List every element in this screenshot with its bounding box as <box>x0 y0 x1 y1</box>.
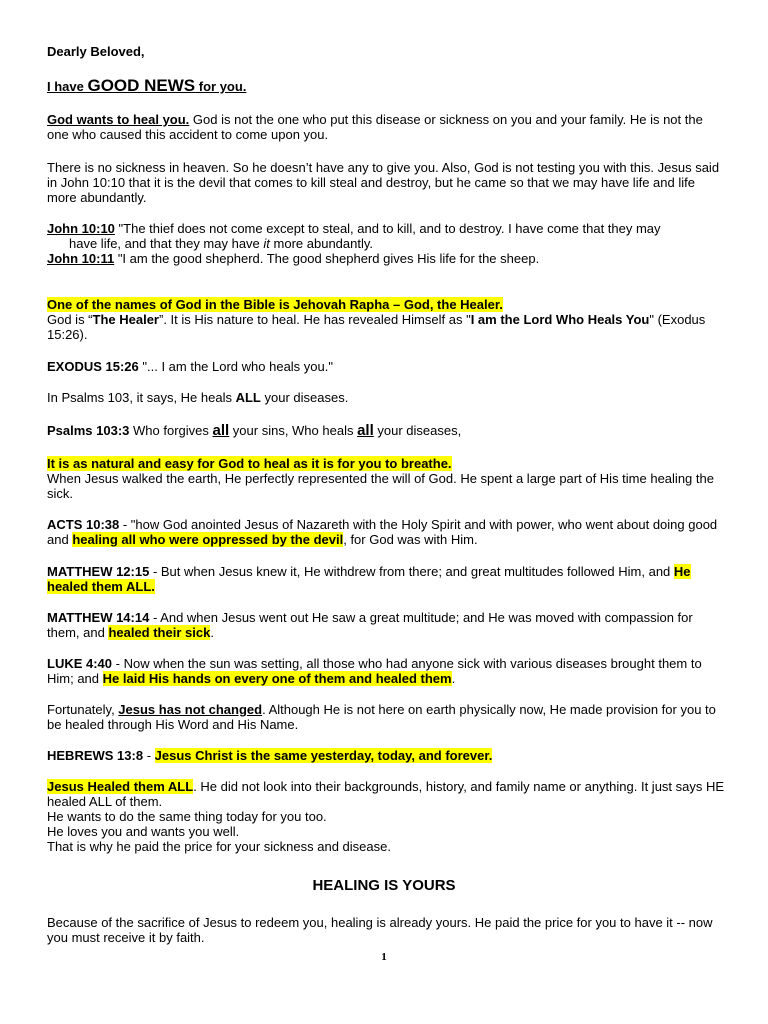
page-number: 1 <box>381 951 387 963</box>
section-heading: HEALING IS YOURS <box>312 877 456 894</box>
verse-psalms-103-3: Psalms 103:3 Who forgives all your sins, Who heals all your diseases, <box>47 422 462 439</box>
verse-matthew-12-15: MATTHEW 12:15 - But when Jesus knew it, He withdrew from there; and great multitudes followed Him, and He healed them ALL. <box>47 564 691 594</box>
paragraph-healing-is-yours: Because of the sacrifice of Jesus to redeem you, healing is already yours. He paid the price for you to have it -- now you must receive it by faith. <box>47 915 713 945</box>
paragraph-jesus-has-not-changed: Fortunately, Jesus has not changed. Although He is not here on earth physically now, He made provision for you to be healed through His Word and His Name. <box>47 702 716 732</box>
greeting: Dearly Beloved, <box>47 44 145 59</box>
verse-john-10-10: John 10:10 "The thief does not come except to steal, and to kill, and to destroy. I have come that they may have life, and that they may have it more abundantly. <box>47 221 661 251</box>
verse-exodus-15-26: EXODUS 15:26 "... I am the Lord who heals you." <box>47 359 333 374</box>
good-news-line: I have GOOD NEWS for you. <box>47 76 247 95</box>
verse-hebrews-13-8: HEBREWS 13:8 - Jesus Christ is the same yesterday, today, and forever. <box>47 748 493 763</box>
good-news-emphasis: GOOD NEWS <box>87 76 196 95</box>
paragraph-natural-to-heal: It is as natural and easy for God to heal as it is for you to breathe. When Jesus walked the earth, He perfectly represented the will of God. He spent a large part of His time healing the sick. <box>47 456 714 501</box>
verse-luke-4-40: LUKE 4:40 - Now when the sun was setting, all those who had anyone sick with various diseases brought them to Him; and He laid His hands on every one of them and healed them. <box>47 656 702 686</box>
paragraph-no-sickness: There is no sickness in heaven. So he doesn’t have any to give you. Also, God is not testing you with this. Jesus said in John 10:10 that it is the devil that comes to kill steal and destroy, but he came so that we may have life and life more abundantly. <box>47 160 720 205</box>
paragraph-god-wants-to-heal: God wants to heal you. God is not the one who put this disease or sickness on you and your family. He is not the one who caused this accident to come upon you. <box>47 112 703 142</box>
paragraph-healed-them-all: Jesus Healed them ALL. He did not look into their backgrounds, history, and family name or anything. It just says HE healed ALL of them. He wants to do the same thing today for you too. He loves you and wants you well. That is why he paid the price for your sickness and disease. <box>47 779 725 854</box>
paragraph-jehovah-rapha: One of the names of God in the Bible is Jehovah Rapha – God, the Healer. God is “The Healer”. It is His nature to heal. He has revealed Himself as "I am the Lord Who Heals You" (Exodus 15:26). <box>47 297 706 342</box>
paragraph-psalms-intro: In Psalms 103, it says, He heals ALL your diseases. <box>47 390 349 405</box>
verse-matthew-14-14: MATTHEW 14:14 - And when Jesus went out He saw a great multitude; and He was moved with compassion for them, and healed their sick. <box>47 610 693 640</box>
verse-acts-10-38: ACTS 10:38 - "how God anointed Jesus of Nazareth with the Holy Spirit and with power, who went about doing good and healing all who were oppressed by the devil, for God was with Him. <box>47 517 718 547</box>
verse-john-10-11: John 10:11 "I am the good shepherd. The good shepherd gives His life for the sheep. <box>47 251 540 266</box>
